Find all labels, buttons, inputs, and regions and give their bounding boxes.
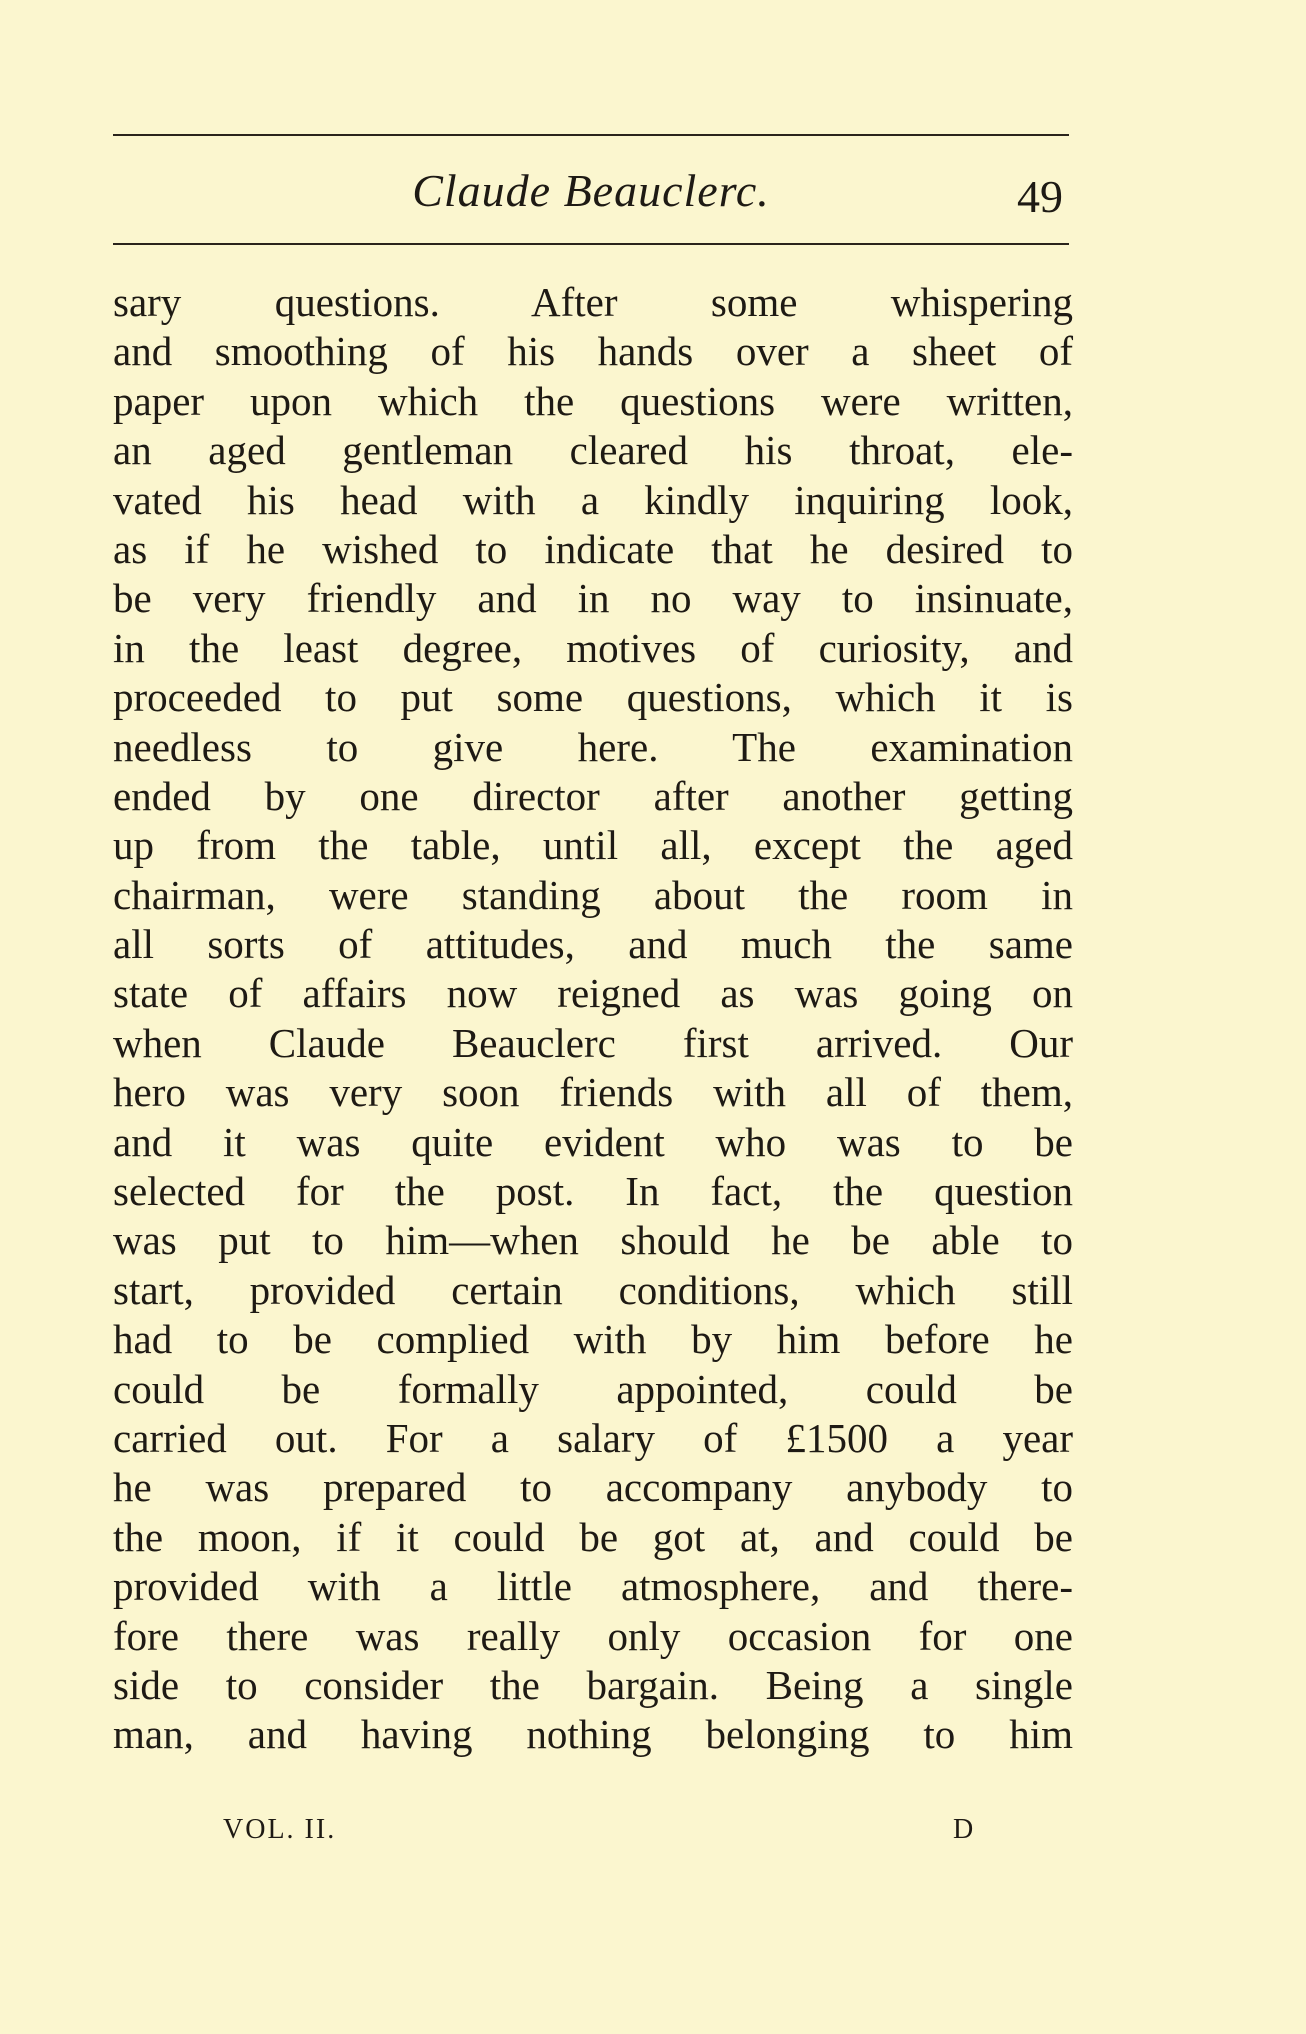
page-number: 49 (1017, 171, 1063, 222)
text-line: chairman, were standing about the room in (113, 871, 1073, 918)
text-line: all sorts of attitudes, and much the same (113, 921, 1073, 968)
header-rule-bottom (113, 243, 1069, 245)
text-line: hero was very soon friends with all of them, (113, 1069, 1073, 1116)
text-line: the moon, if it could be got at, and could be (113, 1513, 1073, 1560)
text-line: when Claude Beauclerc first arrived. Our (113, 1019, 1073, 1066)
text-line: up from the table, until all, except the aged (113, 822, 1073, 869)
text-line: he was prepared to accompany anybody to (113, 1464, 1073, 1511)
text-line: and smoothing of his hands over a sheet of (113, 328, 1073, 375)
text-line: had to be complied with by him before he (113, 1316, 1073, 1363)
text-line: in the least degree, motives of curiosity, and (113, 624, 1073, 671)
text-line: selected for the post. In fact, the question (113, 1168, 1073, 1215)
text-line: needless to give here. The examination (113, 723, 1073, 770)
text-line: paper upon which the questions were written, (113, 377, 1073, 424)
text-line: was put to him—when should he be able to (113, 1217, 1073, 1264)
volume-mark: VOL. II. (223, 1814, 337, 1845)
running-title: Claude Beauclerc. (412, 165, 770, 216)
text-line: side to consider the bargain. Being a single (113, 1661, 1073, 1708)
text-line: carried out. For a salary of £1500 a year (113, 1414, 1073, 1461)
text-line: sary questions. After some whispering (113, 279, 1073, 325)
header-rule-top (113, 134, 1069, 136)
text-line: an aged gentleman cleared his throat, ele- (113, 427, 1073, 474)
text-line: ended by one director after another getting (113, 772, 1073, 819)
text-line: vated his head with a kindly inquiring look, (113, 476, 1073, 523)
signature-mark: D (953, 1814, 976, 1845)
text-line: provided with a little atmosphere, and there- (113, 1563, 1073, 1610)
text-line: be very friendly and in no way to insinuate, (113, 575, 1073, 622)
text-line: state of affairs now reigned as was going on (113, 970, 1073, 1017)
text-line: fore there was really only occasion for one (113, 1612, 1073, 1659)
body-text (113, 278, 1073, 1760)
text-line: and it was quite evident who was to be (113, 1118, 1073, 1165)
text-line: man, and having nothing belonging to him (113, 1711, 1073, 1758)
text-line: proceeded to put some questions, which it is (113, 674, 1073, 721)
page-footer (113, 1814, 1069, 1854)
text-line: as if he wished to indicate that he desired to (113, 525, 1073, 572)
running-head (113, 160, 1069, 230)
text-line: start, provided certain conditions, which still (113, 1266, 1073, 1313)
text-line: could be formally appointed, could be (113, 1365, 1073, 1412)
